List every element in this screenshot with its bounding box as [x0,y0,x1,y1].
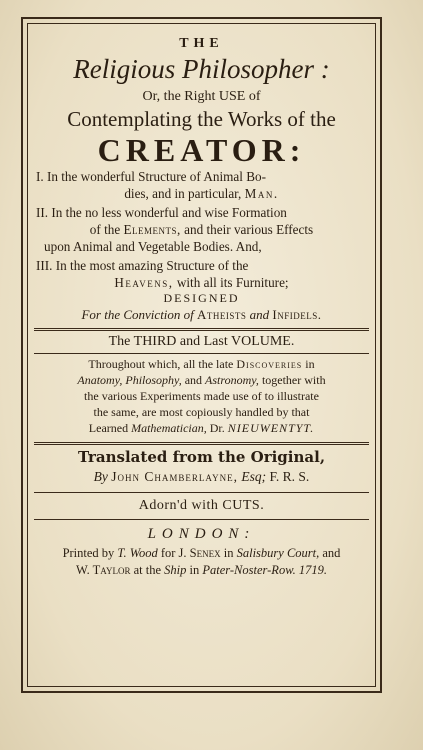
imprint-block [28,543,375,579]
throughout-line3: the various Experiments made use of to illustrate [84,389,319,403]
contents-i-line2 [36,185,367,202]
inner-border [27,23,376,687]
conviction-and: and [249,307,270,322]
throughout-line1 [36,356,367,372]
contents-heavens: Heavens, [114,275,174,290]
title-right-use: Or, the Right USE of [142,89,261,104]
translator-by: By [93,469,108,484]
throughout-astronomy: Astronomy, [205,373,259,387]
throughout-line4: the same, are most copiously handled by that [93,405,310,419]
imprint-ship: Ship [164,563,187,577]
cuts-line: Adorn'd with CUTS. [138,498,265,513]
throughout-mathematician: Mathematician, [131,421,207,435]
imprint-for: for [160,546,176,560]
imprint-line1 [34,545,369,562]
divider-3 [34,442,369,445]
contents-conviction [36,306,367,323]
contents-designed: DESIGNED [163,291,240,305]
imprint-printed-by: Printed by [62,546,115,560]
divider-5 [34,519,369,520]
imprint-year: 1719. [298,563,327,577]
imprint-taylor: W. Taylor [76,563,131,577]
imprint-paternoster: Pater-Noster-Row. [202,563,296,577]
throughout-discoveries: Discoveries [236,357,303,371]
translator-name: John Chamberlayne, [111,469,238,484]
contents-man: Man. [244,186,279,201]
imprint-city: LONDON: [147,526,256,542]
conviction-atheists: Atheists [197,307,247,322]
throughout-dr: Dr. [209,421,225,435]
throughout-text-a: Throughout which, all the late [88,357,234,371]
translator-frs: F. R. S. [269,469,310,484]
contents-i-text: dies, and in particular, [124,186,242,201]
contents-ii-line1: II. In the no less wonderful and wise Formation [36,205,287,220]
throughout-line5 [36,420,367,436]
throughout-block [28,354,375,436]
translator-esq: Esq; [241,469,267,484]
title-religious-philosopher: Religious Philosopher : [73,54,330,84]
imprint-salisbury: Salisbury Court, [236,546,320,560]
contents-ii-line2 [36,221,367,238]
contents-elements: Elements, [123,222,181,237]
imprint-at-the: at the [133,563,162,577]
contents-iii-line1: III. In the most amazing Structure of the [36,258,249,273]
title-the: THE [179,36,224,51]
imprint-wood: T. Wood [117,546,158,560]
contents-i-line1: I. In the wonderful Structure of Animal Bo- [36,169,266,184]
imprint-senex: J. Senex [178,546,221,560]
conviction-infidels: Infidels. [272,307,322,322]
translated-line: Translated from the Original, [77,448,326,466]
throughout-nieuwentyt: NIEUWENTYT. [227,421,315,435]
throughout-text-c: in [305,357,315,371]
throughout-anatomy: Anatomy, Philosophy, [77,373,182,387]
imprint-in: in [223,546,234,560]
title-contemplating: Contemplating the Works of the [67,107,336,131]
throughout-together: together with [261,373,326,387]
contents-ii-line3: upon Animal and Vegetable Bodies. And, [44,239,262,254]
throughout-line2 [36,372,367,388]
conviction-text: For the Conviction of [81,307,194,322]
volume-line: The THIRD and Last VOLUME. [108,334,295,349]
contents-block [28,168,375,323]
title-creator: CREATOR: [97,132,306,168]
throughout-learned: Learned [88,421,129,435]
contents-iii-line2 [36,274,367,291]
outer-border [21,17,382,693]
imprint-and: and [322,546,341,560]
imprint-in-2: in [189,563,200,577]
translator-line [28,468,375,485]
contents-iii-text-b: with all its Furniture; [176,275,289,290]
imprint-line2 [34,562,369,579]
throughout-and: and [184,373,203,387]
contents-ii-text-a: of the [89,222,121,237]
contents-ii-text-c: and their various Effects [184,222,314,237]
